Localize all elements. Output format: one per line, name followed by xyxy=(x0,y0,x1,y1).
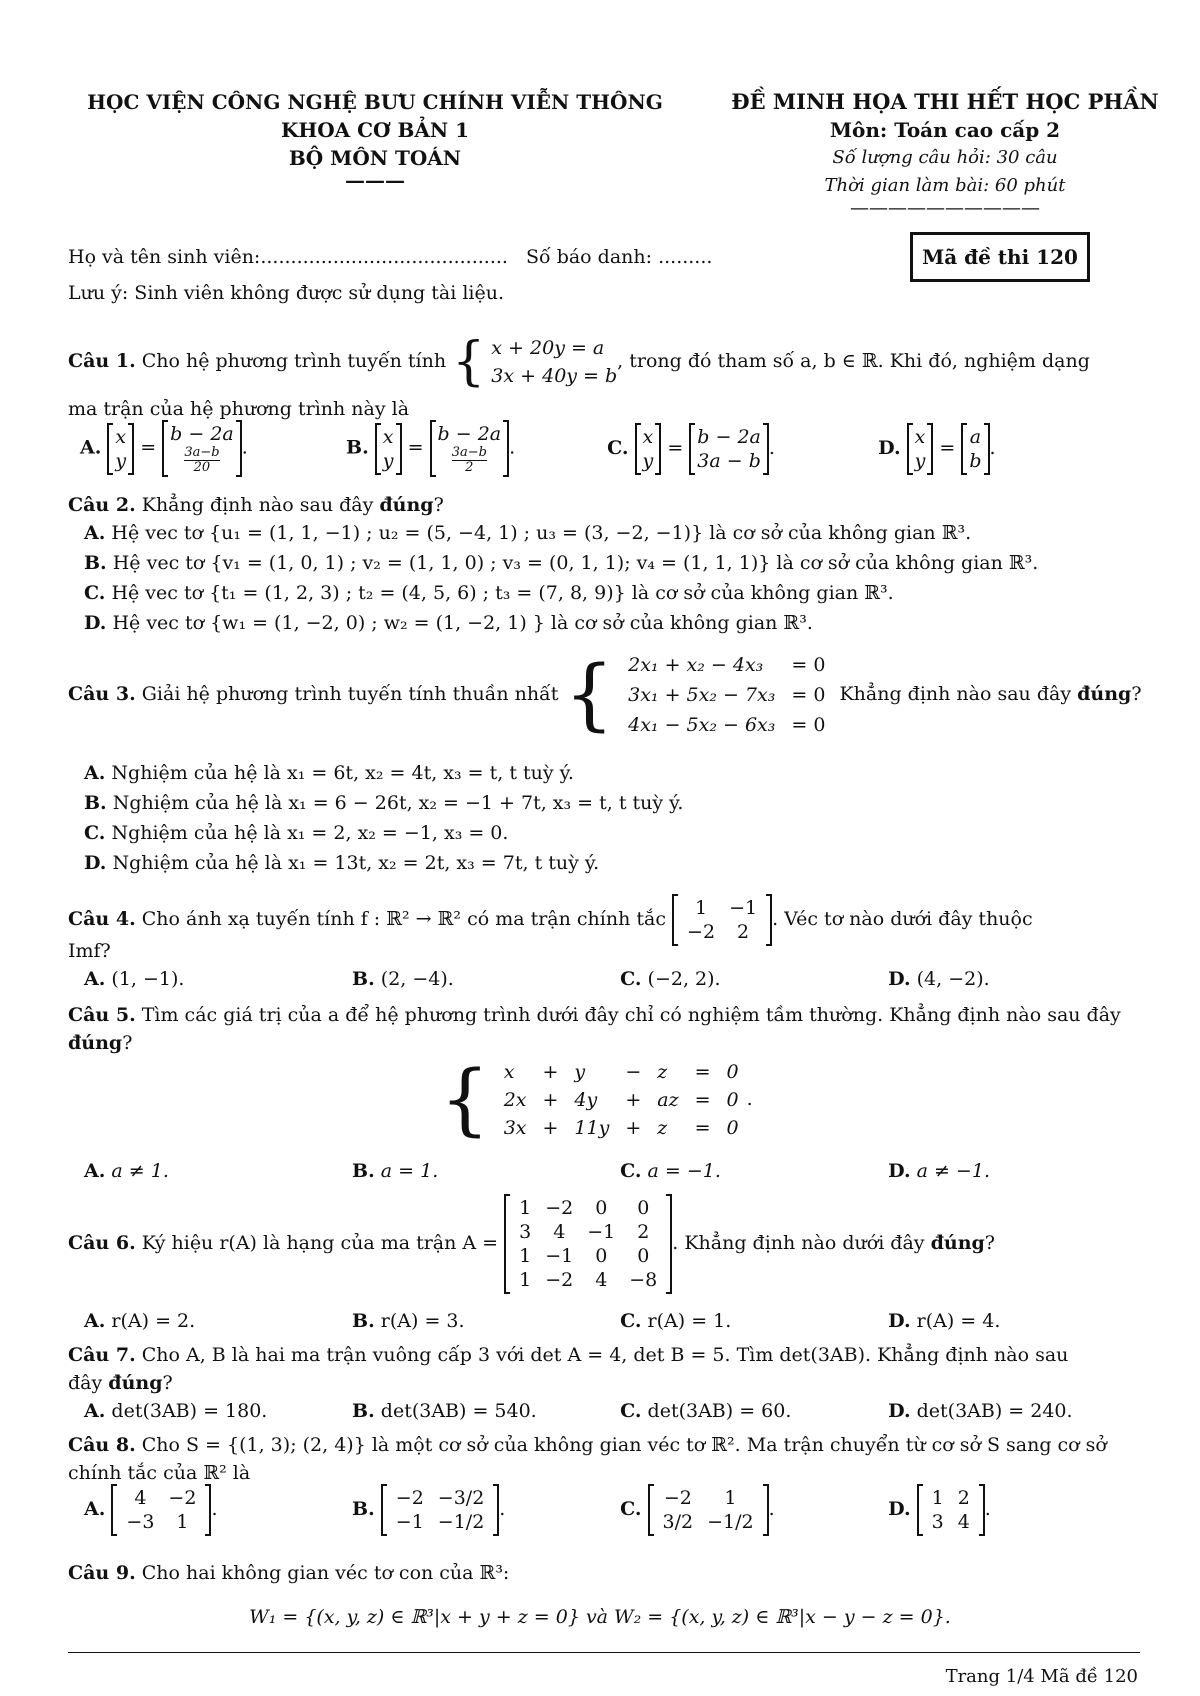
q3-option-d[interactable] xyxy=(84,852,599,874)
option-letter: D. xyxy=(888,1498,911,1520)
option-letter: A. xyxy=(84,1310,106,1332)
equation-system xyxy=(491,334,617,390)
equation-2: 3x + 40y = b xyxy=(491,365,618,387)
exam-code-box: Mã đề thi 120 xyxy=(910,232,1090,282)
transition-matrix: 1 2 3 4 xyxy=(917,1484,985,1536)
option-letter: C. xyxy=(84,822,106,844)
option-text: a = −1. xyxy=(647,1160,721,1182)
question-7 xyxy=(68,1344,1068,1366)
question-6-options xyxy=(84,1310,1164,1332)
dot: . xyxy=(241,436,248,459)
transition-matrix: −2 1 3/2 −1/2 xyxy=(648,1484,769,1536)
question-label: Câu 8. xyxy=(68,1434,136,1456)
rhs: = 0 xyxy=(791,654,826,676)
option-letter: A. xyxy=(84,968,106,990)
vec-y: y xyxy=(642,449,654,472)
xy-vector xyxy=(907,423,934,475)
option-c[interactable] xyxy=(607,423,872,475)
option-c[interactable] xyxy=(620,1160,882,1182)
question-6 xyxy=(68,1194,995,1294)
brace-symbol: { xyxy=(564,650,615,740)
question-label: Câu 2. xyxy=(68,494,136,516)
option-b[interactable] xyxy=(352,1400,614,1422)
option-text: a = 1. xyxy=(380,1160,439,1182)
option-text: Nghiệm của hệ là x₁ = 6 − 26t, x₂ = −1 + 7t, x₃ = t, t tuỳ ý. xyxy=(112,792,684,814)
option-letter: B. xyxy=(352,1400,375,1422)
exam-note: Lưu ý: Sinh viên không được sử dụng tài liệu. xyxy=(68,282,505,304)
question-4 xyxy=(68,894,1033,946)
student-name-line xyxy=(68,246,712,268)
frac-num: 3a−b xyxy=(451,445,487,460)
option-text: det(3AB) = 540. xyxy=(380,1400,537,1422)
question-mark: ? xyxy=(1131,683,1142,705)
option-letter: D. xyxy=(888,968,911,990)
exam-header xyxy=(700,88,1190,219)
option-text: a ≠ −1. xyxy=(916,1160,990,1182)
footer-divider xyxy=(68,1652,1140,1653)
option-letter: D. xyxy=(84,852,107,874)
option-d[interactable] xyxy=(888,968,990,990)
question-8-options xyxy=(84,1484,1164,1536)
mat-top: a xyxy=(969,425,982,448)
page-footer: Trang 1/4 Mã đề 120 xyxy=(945,1666,1138,1687)
question-9 xyxy=(68,1562,509,1584)
question-text-cont: , trong đó tham số a, b ∈ ℝ. Khi đó, nghiệm dạng xyxy=(617,350,1090,372)
equals: = xyxy=(140,436,157,459)
xy-vector xyxy=(375,423,402,475)
frac-den: 2 xyxy=(465,460,474,475)
question-9-formula: W₁ = {(x, y, z) ∈ ℝ³|x + y + z = 0} và W₂ = {(x, y, z) ∈ ℝ³|x − y − z = 0}. xyxy=(249,1606,951,1628)
mat-bot: b xyxy=(969,449,982,472)
question-2 xyxy=(68,494,444,516)
option-text: a ≠ 1. xyxy=(111,1160,169,1182)
option-letter: A. xyxy=(84,522,106,544)
institution-header xyxy=(40,88,710,192)
solution-matrix xyxy=(961,423,989,475)
dot: . xyxy=(768,436,775,459)
question-text: Khẳng định nào sau đây xyxy=(141,494,374,516)
vec-x: x xyxy=(914,425,926,448)
q2-option-b[interactable] xyxy=(84,552,1038,574)
option-text: (4, −2). xyxy=(916,968,990,990)
option-c[interactable] xyxy=(620,968,882,990)
faculty-name: KHOA CƠ BẢN 1 xyxy=(280,118,470,142)
matrix-a: 1 −2 0 0 3 4 −1 2 1 −1 0 0 1 −2 4 −8 xyxy=(504,1194,672,1294)
option-letter: D. xyxy=(878,436,901,459)
option-letter: C. xyxy=(620,1160,642,1182)
equation-system xyxy=(496,1058,747,1142)
option-letter: A. xyxy=(84,762,106,784)
option-text: det(3AB) = 180. xyxy=(111,1400,268,1422)
question-5-options xyxy=(84,1160,1164,1182)
question-text: Cho A, B là hai ma trận vuông cấp 3 với det A = 4, det B = 5. Tìm det(3AB). Khẳng định nào sau xyxy=(141,1344,1069,1366)
question-text: Ký hiệu r(A) là hạng của ma trận A = xyxy=(141,1232,499,1254)
question-3 xyxy=(68,650,1142,740)
equation-2: 3x₁ + 5x₂ − 7x₃ xyxy=(628,684,776,706)
solution-matrix xyxy=(162,420,242,477)
question-label: Câu 7. xyxy=(68,1344,136,1366)
q3-option-a[interactable] xyxy=(84,762,574,784)
equation-system xyxy=(620,650,833,740)
question-7-options xyxy=(84,1400,1164,1422)
option-letter: D. xyxy=(888,1400,911,1422)
q3-option-c[interactable] xyxy=(84,822,508,844)
question-mark: ? xyxy=(122,1032,133,1054)
q3-option-b[interactable] xyxy=(84,792,683,814)
question-7-cont xyxy=(68,1372,173,1394)
question-text-cont: Khẳng định nào sau đây xyxy=(839,683,1072,705)
question-emphasis: đúng xyxy=(379,494,434,516)
question-label: Câu 1. xyxy=(68,350,136,372)
question-label: Câu 5. xyxy=(68,1004,136,1026)
mat-bot: 3a − b xyxy=(697,449,761,472)
option-b[interactable] xyxy=(352,1310,614,1332)
option-letter: B. xyxy=(352,968,375,990)
option-text: (1, −1). xyxy=(111,968,185,990)
mat-top: b − 2a xyxy=(170,423,234,445)
question-4-options xyxy=(84,968,1164,990)
option-a[interactable] xyxy=(84,1400,346,1422)
equation-row: x + y − z = 0 xyxy=(503,1061,739,1083)
vec-y: y xyxy=(115,449,127,472)
solution-matrix xyxy=(430,420,510,477)
option-letter: A. xyxy=(84,1498,106,1520)
question-emphasis: đúng xyxy=(930,1232,985,1254)
question-5-cont xyxy=(68,1032,132,1054)
header-separator-right: —————————— xyxy=(850,197,1040,219)
option-a[interactable] xyxy=(84,968,346,990)
option-b[interactable] xyxy=(352,968,614,990)
question-8 xyxy=(68,1434,1107,1456)
option-letter: C. xyxy=(607,436,629,459)
option-letter: B. xyxy=(84,792,107,814)
frac-num: 3a−b xyxy=(184,445,220,460)
option-letter: C. xyxy=(620,1400,642,1422)
option-a[interactable] xyxy=(84,1310,346,1332)
student-name-label: Họ và tên sinh viên:......................................... xyxy=(68,246,508,268)
question-4-cont: Imf? xyxy=(68,940,111,962)
option-letter: C. xyxy=(84,582,106,604)
question-1-options xyxy=(80,420,1160,477)
question-emphasis: đúng xyxy=(68,1032,123,1054)
question-emphasis: đúng xyxy=(1077,683,1132,705)
option-d[interactable] xyxy=(888,1400,1072,1422)
question-label: Câu 3. xyxy=(68,683,136,705)
vec-x: x xyxy=(115,425,127,448)
q2-option-c[interactable] xyxy=(84,582,894,604)
vec-y: y xyxy=(914,449,926,472)
question-mark: ? xyxy=(433,494,444,516)
question-emphasis: đúng xyxy=(108,1372,163,1394)
question-label: Câu 6. xyxy=(68,1232,136,1254)
option-c[interactable]: C. −2 1 3/2 −1/2 . xyxy=(620,1484,882,1536)
option-d[interactable]: D. 1 2 3 4 . xyxy=(888,1484,991,1536)
brace-symbol: { xyxy=(440,1055,490,1145)
equation-1: x + 20y = a xyxy=(491,337,605,359)
institute-name: HỌC VIỆN CÔNG NGHỆ BƯU CHÍNH VIỄN THÔNG xyxy=(87,90,663,114)
option-letter: C. xyxy=(620,968,642,990)
option-letter: B. xyxy=(352,1310,375,1332)
transition-matrix: 4 −2 −3 1 xyxy=(111,1484,211,1536)
department-name: BỘ MÔN TOÁN xyxy=(288,146,462,170)
duration: Thời gian làm bài: 60 phút xyxy=(824,175,1066,196)
rhs: = 0 xyxy=(791,684,826,706)
option-a[interactable]: A. 4 −2 −3 1 . xyxy=(84,1484,346,1536)
question-5 xyxy=(68,1004,1121,1026)
question-text: Tìm các giá trị của a để hệ phương trình dưới đây chỉ có nghiệm tầm thường. Khẳng định nào sau đây xyxy=(141,1004,1121,1026)
option-a[interactable] xyxy=(80,420,340,477)
option-letter: B. xyxy=(84,552,107,574)
question-1-cont: ma trận của hệ phương trình này là xyxy=(68,398,410,420)
option-letter: A. xyxy=(84,1400,106,1422)
vec-x: x xyxy=(382,425,394,448)
question-text: Cho hai không gian véc tơ con của ℝ³: xyxy=(141,1562,510,1584)
option-d[interactable] xyxy=(888,1160,990,1182)
option-text: det(3AB) = 60. xyxy=(647,1400,792,1422)
option-text: Hệ vec tơ {v₁ = (1, 0, 1) ; v₂ = (1, 1, 0) ; v₃ = (0, 1, 1); v₄ = (1, 1, 1)} là cơ sở của không gian ℝ³. xyxy=(112,552,1039,574)
exam-title: ĐỀ MINH HỌA THI HẾT HỌC PHẦN xyxy=(731,89,1159,114)
option-letter: A. xyxy=(84,1160,106,1182)
equation-row: 2x + 4y + az = 0 xyxy=(503,1089,739,1111)
question-text: Cho ánh xạ tuyến tính f : ℝ² → ℝ² có ma trận chính tắc xyxy=(141,908,666,930)
question-text: Giải hệ phương trình tuyến tính thuần nhất xyxy=(141,683,559,705)
cell: −1 xyxy=(729,897,758,919)
q2-option-a[interactable] xyxy=(84,522,971,544)
transition-matrix: −2 −3/2 −1 −1/2 xyxy=(381,1484,500,1536)
dot: . xyxy=(989,436,996,459)
option-letter: D. xyxy=(84,612,107,634)
option-b[interactable] xyxy=(352,1160,614,1182)
option-letter: C. xyxy=(620,1310,642,1332)
option-text: r(A) = 4. xyxy=(916,1310,1001,1332)
option-c[interactable] xyxy=(620,1310,882,1332)
mat-top: b − 2a xyxy=(437,423,502,445)
option-text: Hệ vec tơ {u₁ = (1, 1, −1) ; u₂ = (5, −4, 1) ; u₃ = (3, −2, −1)} là cơ sở của không gian ℝ³. xyxy=(111,522,972,544)
dot: . xyxy=(746,1088,753,1110)
option-letter: D. xyxy=(888,1310,911,1332)
question-8-cont: chính tắc của ℝ² là xyxy=(68,1462,251,1484)
option-text: r(A) = 1. xyxy=(647,1310,732,1332)
option-letter: D. xyxy=(888,1160,911,1182)
rhs: = 0 xyxy=(791,714,826,736)
question-count: Số lượng câu hỏi: 30 câu xyxy=(832,147,1058,168)
question-mark: ? xyxy=(984,1232,995,1254)
equals: = xyxy=(667,436,684,459)
question-text: Cho hệ phương trình tuyến tính xyxy=(141,350,447,372)
frac-den: 20 xyxy=(193,460,211,475)
equals: = xyxy=(407,436,424,459)
option-text: Hệ vec tơ {w₁ = (1, −2, 0) ; w₂ = (1, −2, 1) } là cơ sở của không gian ℝ³. xyxy=(112,612,813,634)
question-text: Cho S = {(1, 3); (2, 4)} là một cơ sở của không gian véc tơ ℝ². Ma trận chuyển từ cơ sở S sang cơ sở xyxy=(141,1434,1107,1456)
option-b[interactable]: B. −2 −3/2 −1 −1/2 . xyxy=(352,1484,614,1536)
xy-vector xyxy=(635,423,662,475)
option-text: (−2, 2). xyxy=(647,968,721,990)
vec-y: y xyxy=(382,449,394,472)
question-1 xyxy=(68,334,1090,390)
question-mark: ? xyxy=(162,1372,173,1394)
cell: 1 xyxy=(695,897,708,919)
dot: . xyxy=(509,436,516,459)
equation-3: 4x₁ − 5x₂ − 6x₃ xyxy=(628,714,776,736)
option-a[interactable] xyxy=(84,1160,346,1182)
question-label: Câu 4. xyxy=(68,908,136,930)
mat-top: b − 2a xyxy=(697,425,761,448)
option-text: Hệ vec tơ {t₁ = (1, 2, 3) ; t₂ = (4, 5, 6) ; t₃ = (7, 8, 9)} là cơ sở của không gian ℝ³. xyxy=(111,582,894,604)
question-text-cont: đây xyxy=(68,1372,103,1394)
q5-system xyxy=(440,1055,753,1145)
option-letter: B. xyxy=(346,436,369,459)
option-text: det(3AB) = 240. xyxy=(916,1400,1073,1422)
question-label: Câu 9. xyxy=(68,1562,136,1584)
option-d[interactable] xyxy=(878,423,995,475)
equation-row: 3x + 11y + z = 0 xyxy=(503,1117,739,1139)
header-separator-left: ——— xyxy=(345,168,405,192)
q2-option-d[interactable] xyxy=(84,612,813,634)
equation-1: 2x₁ + x₂ − 4x₃ xyxy=(628,654,764,676)
vec-x: x xyxy=(642,425,654,448)
option-text: r(A) = 2. xyxy=(111,1310,196,1332)
brace-symbol: { xyxy=(452,332,486,392)
subject: Môn: Toán cao cấp 2 xyxy=(829,118,1061,142)
equals: = xyxy=(939,436,956,459)
option-letter: C. xyxy=(620,1498,642,1520)
cell: 2 xyxy=(737,921,750,943)
option-text: r(A) = 3. xyxy=(380,1310,465,1332)
option-letter: B. xyxy=(352,1498,375,1520)
option-b[interactable] xyxy=(346,420,601,477)
solution-matrix xyxy=(689,423,769,475)
xy-vector xyxy=(107,423,134,475)
option-text: Nghiệm của hệ là x₁ = 2, x₂ = −1, x₃ = 0. xyxy=(111,822,509,844)
option-letter: B. xyxy=(352,1160,375,1182)
option-letter: A. xyxy=(80,436,102,459)
question-text-cont: . Véc tơ nào dưới đây thuộc xyxy=(772,908,1033,930)
standard-matrix xyxy=(672,894,772,946)
option-text: Nghiệm của hệ là x₁ = 6t, x₂ = 4t, x₃ = t, t tuỳ ý. xyxy=(111,762,574,784)
cell: −2 xyxy=(687,921,716,943)
option-c[interactable] xyxy=(620,1400,882,1422)
student-id-label: Số báo danh: ......... xyxy=(526,246,713,268)
question-text-cont: . Khẳng định nào dưới đây xyxy=(672,1232,925,1254)
option-text: (2, −4). xyxy=(380,968,454,990)
option-text: Nghiệm của hệ là x₁ = 13t, x₂ = 2t, x₃ = 7t, t tuỳ ý. xyxy=(112,852,600,874)
option-d[interactable] xyxy=(888,1310,1000,1332)
